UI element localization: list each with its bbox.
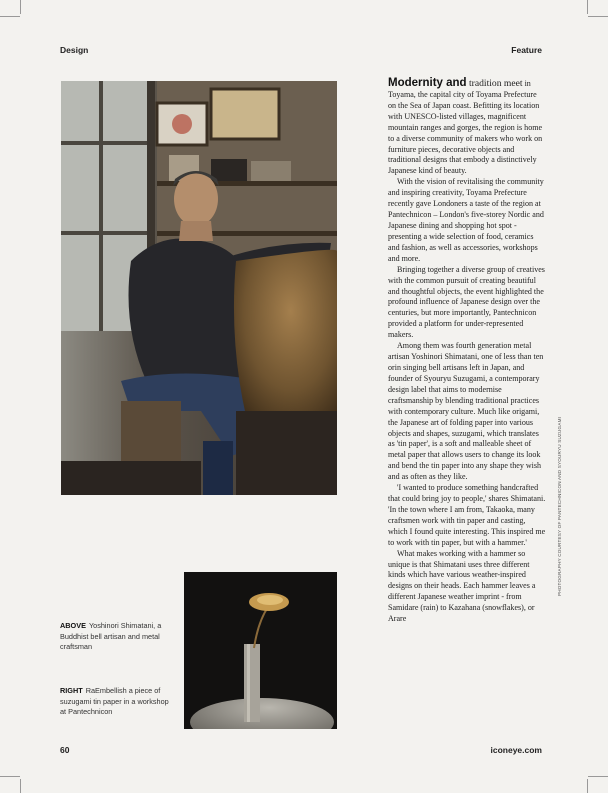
crop-mark (20, 779, 21, 793)
article-paragraph: What makes working with a hammer so unique is that Shimatani uses three different kinds which have various weather-inspired designs on their heads. Each hammer leaves a different Japanese weather imprint - from Samidare (rain) to Kazahana (snowflakes), or Arare (388, 548, 536, 624)
site-url[interactable]: iconeye.com (490, 745, 542, 755)
artisan-photo (61, 81, 337, 495)
caption-text: Yoshinori Shimatani, a Buddhist bell artisan and metal craftsman (60, 621, 162, 652)
caption-above (60, 621, 172, 653)
caption-text: RaEmbellish a piece of suzugami tin paper in a workshop at Pantechnicon (60, 686, 169, 717)
caption-label: RIGHT (60, 686, 83, 695)
caption-right (60, 686, 172, 718)
article-paragraph: Bringing together a diverse group of creatives with the common pursuit of creating beautiful and thoughtful objects, the event highlighted the profound influence of Japanese design over the centuries, but more importantly, Pantechnicon provided a platform for under-represented makers. (388, 264, 545, 340)
caption-label: ABOVE (60, 621, 86, 630)
crop-mark (588, 776, 608, 777)
crop-mark (20, 0, 21, 14)
tin-paper-photo (184, 572, 337, 729)
page-number: 60 (60, 745, 70, 755)
crop-mark (588, 16, 608, 17)
lead-in: Modernity and (388, 77, 467, 89)
article-paragraph: Among them was fourth generation metal artisan Yoshinori Shimatani, one of less than ten orin singing bell artisans left in Japan, and founder of Syouryu Suzugami, a contemporary design label that aims to modernise craftsmanship by blending traditional practices with contemporary culture. Much like origami, the Japanese art of folding paper into various objects and shapes, suzugami, which translates as 'tin paper', is a soft and malleable sheet of metal paper that allows users to change its look and bend the tin paper into any shape they wish and as often as they like. (388, 341, 544, 482)
crop-mark (0, 776, 20, 777)
article-paragraph: With the vision of revitalising the community and inspiring creativity, Toyama Prefecture recently gave Londoners a taste of the region at Pantechnicon – London's five-storey Nordic and Japanese dining and shopping hot spot - presenting a wide selection of food, ceramics and fashion, as well as accessories, workshops and more. (388, 177, 544, 263)
crop-mark (587, 0, 588, 14)
article-paragraph: 'I wanted to produce something handcrafted that could bring joy to people,' shares Shimatani. 'In the town where I am from, Takaoka, many craftsmen work with tin paper and casting, which I found quite interesting. This inspired me to work with tin paper, but with a hammer.' (388, 483, 546, 547)
section-label: Design (60, 45, 89, 55)
crop-mark (0, 16, 20, 17)
article-body (388, 78, 546, 625)
crop-mark (587, 779, 588, 793)
article-paragraph (388, 78, 546, 177)
photo-credit: PHOTOGRAPHY COURTESY OF PANTECHNICON AND SYOURYU SUZUGAMI (557, 416, 562, 596)
section-label-feature: Feature (511, 45, 542, 55)
lead-in-rest: tradition meet (466, 78, 523, 89)
paragraph-text: in Toyama, the capital city of Toyama Prefecture on the Sea of Japan coast. Befitting its location with UNESCO-listed villages, magnificent mountain ranges and gorges, the region is home to a diverse community of makers who work on furniture pieces, decorative objects and traditional designs that embody a distinctively Japanese kind of beauty. (388, 79, 543, 176)
